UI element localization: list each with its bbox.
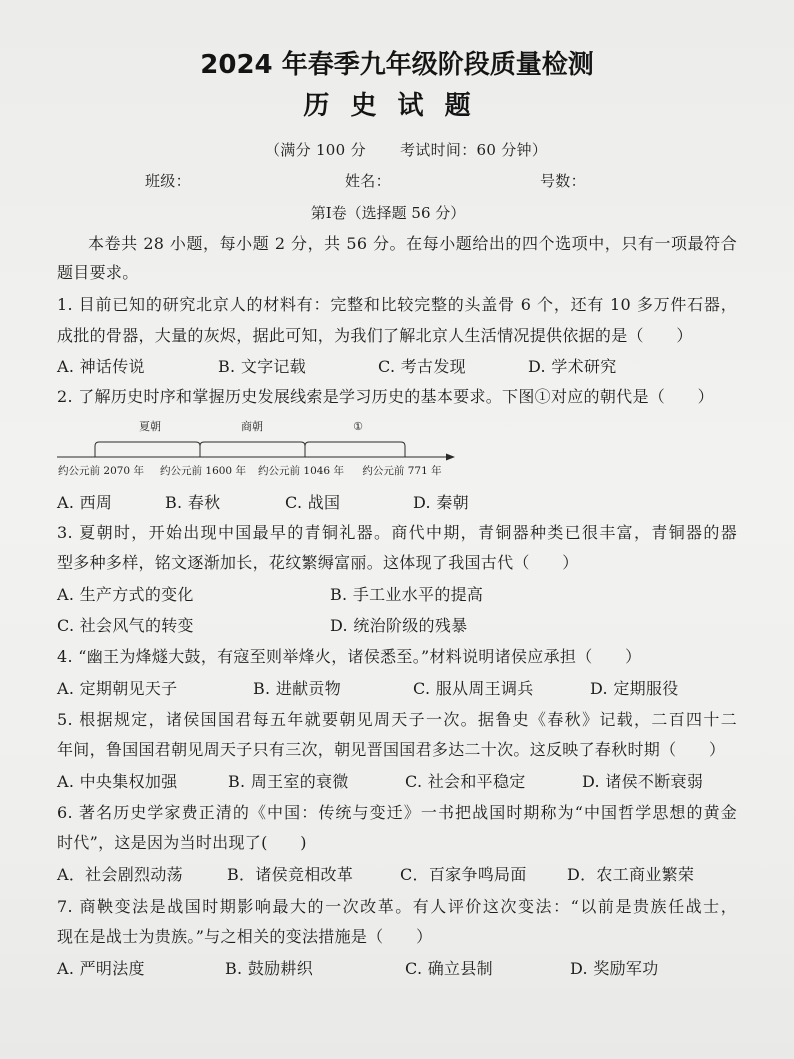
question-3-option-b: B. 手工业水平的提高 (330, 585, 484, 604)
timeline-bracket-period-3 (305, 442, 405, 457)
timeline-date-label-1: 约公元前 2070 年 (58, 465, 144, 477)
question-1-option-a: A. 神话传说 (57, 357, 145, 376)
class-field-label: 班级： (145, 172, 191, 190)
question-2-stem-line-1: 2. 了解历史时序和掌握历史发展线索是学习历史的基本要求。下图①对应的朝代是（ ） (57, 387, 714, 406)
question-5-option-d: D. 诸侯不断衰弱 (582, 772, 704, 791)
timeline-date-label-2: 约公元前 1600 年 (160, 465, 246, 477)
timeline-period-label-2: 商朝 (241, 420, 263, 433)
question-1-stem-line-1: 1. 目前已知的研究北京人的材料有：完整和比较完整的头盖骨 6 个，还有 10 多万件石器， (57, 295, 737, 314)
question-3-stem-line-1: 3. 夏朝时，开始出现中国最早的青铜礼器。商代中期，青铜器种类已很丰富，青铜器的器 (57, 523, 737, 542)
timeline-date-label-3: 约公元前 1046 年 (258, 465, 344, 477)
question-6-option-b: B．诸侯竞相改革 (227, 865, 354, 884)
question-1-option-c: C. 考古发现 (378, 357, 466, 376)
question-2-option-a: A. 西周 (57, 493, 113, 512)
question-2-option-d: D. 秦朝 (413, 493, 469, 512)
instructions-line-2: 题目要求。 (57, 263, 139, 282)
question-6-option-d: D．农工商业繁荣 (567, 865, 695, 884)
question-5-option-b: B. 周王室的衰微 (228, 772, 349, 791)
question-6-option-a: A．社会剧烈动荡 (57, 865, 183, 884)
question-7-option-d: D. 奖励军功 (570, 959, 659, 978)
timeline-bracket-period-2 (200, 442, 305, 457)
question-6-stem-line-2: 时代”，这是因为当时出现了( ) (57, 833, 307, 852)
subject-title: 历 史 试 题 (303, 91, 477, 121)
number-field-label: 号数： (540, 172, 586, 190)
question-5-stem-line-1: 5. 根据规定，诸侯国国君每五年就要朝见周天子一次。据鲁史《春秋》记载，二百四十二 (57, 710, 737, 729)
question-1-option-b: B. 文字记载 (218, 357, 307, 376)
question-5-option-a: A. 中央集权加强 (57, 772, 178, 791)
timeline-arrow (446, 454, 455, 461)
question-3-option-d: D. 统治阶级的残暴 (330, 616, 468, 635)
question-4-option-a: A. 定期朝见天子 (57, 679, 178, 698)
question-4-option-b: B. 进献贡物 (253, 679, 342, 698)
question-3-stem-line-2: 型多种多样，铭文逐渐加长，花纹繁缛富丽。这体现了我国古代（ ） (57, 553, 579, 572)
question-7-option-b: B. 鼓励耕织 (225, 959, 314, 978)
question-1-stem-line-2: 成批的骨器，大量的灰烬，据此可知，为我们了解北京人生活情况提供依据的是（ ） (57, 326, 693, 345)
question-3-option-c: C. 社会风气的转变 (57, 616, 194, 635)
question-1-option-d: D. 学术研究 (528, 357, 617, 376)
question-2-option-c: C. 战国 (285, 493, 341, 512)
question-2-option-b: B. 春秋 (165, 493, 221, 512)
timeline-diagram (55, 412, 455, 482)
question-4-option-d: D. 定期服役 (590, 679, 679, 698)
exam-title: 2024 年春季九年级阶段质量检测 (200, 50, 594, 80)
full-score-text: （满分 100 分 (265, 141, 366, 159)
question-7-option-c: C. 确立县制 (405, 959, 493, 978)
timeline-bracket-period-1 (95, 442, 200, 457)
question-7-stem-line-1: 7. 商鞅变法是战国时期影响最大的一次改革。有人评价这次变法：“以前是贵族任战士， (57, 897, 737, 916)
timeline-period-label-3: ① (353, 420, 363, 433)
section-title: 第Ⅰ卷（选择题 56 分） (310, 204, 466, 222)
name-field-label: 姓名： (345, 172, 391, 190)
question-6-option-c: C．百家争鸣局面 (400, 865, 527, 884)
question-3-option-a: A. 生产方式的变化 (57, 585, 194, 604)
question-4-stem-line-1: 4. “幽王为烽燧大鼓，有寇至则举烽火，诸侯悉至。”材料说明诸侯应承担（ ） (57, 647, 642, 666)
question-4-option-c: C. 服从周王调兵 (413, 679, 534, 698)
exam-time-text: 考试时间：60 分钟） (400, 141, 548, 159)
question-7-stem-line-2: 现在是战士为贵族。”与之相关的变法措施是（ ） (57, 927, 433, 946)
question-5-option-c: C. 社会和平稳定 (405, 772, 526, 791)
instructions-line-1: 本卷共 28 小题，每小题 2 分，共 56 分。在每小题给出的四个选项中，只有一项最符合 (88, 234, 737, 253)
question-7-option-a: A. 严明法度 (57, 959, 145, 978)
timeline-period-label-1: 夏朝 (139, 420, 161, 433)
question-5-stem-line-2: 年间，鲁国国君朝见周天子只有三次，朝见晋国国君多达二十次。这反映了春秋时期（ ） (57, 740, 726, 759)
question-6-stem-line-1: 6. 著名历史学家费正清的《中国：传统与变迁》一书把战国时期称为“中国哲学思想的黄金 (57, 803, 737, 822)
timeline-date-label-4: 约公元前 771 年 (362, 465, 442, 477)
